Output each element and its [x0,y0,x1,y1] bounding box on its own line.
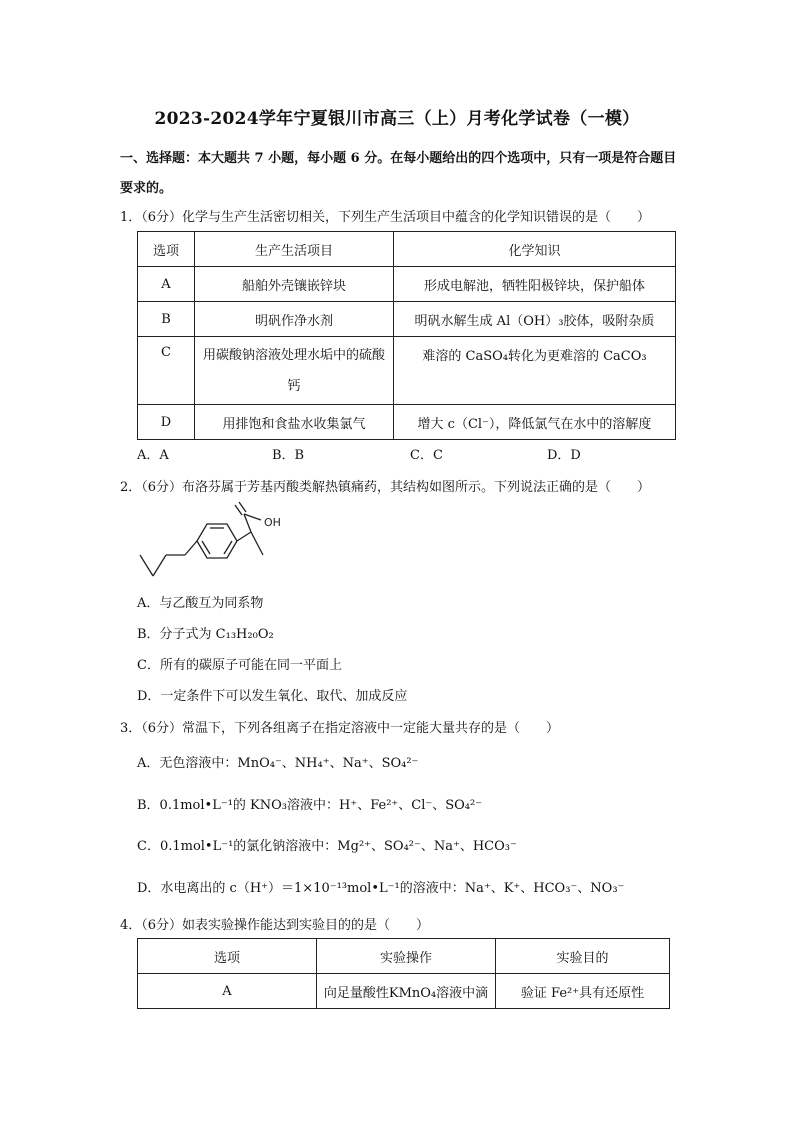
table-header-row [138,939,670,974]
table-cell: A [138,267,195,302]
table-row [138,405,676,440]
table-row [138,974,670,1009]
ibuprofen-structure-diagram [135,500,295,588]
question-3-option-c[interactable]: C．0.1mol•L⁻¹的氯化钠溶液中：Mg²⁺、SO₄²⁻、Na⁺、HCO₃⁻ [137,839,517,854]
table-cell: 用排饱和食盐水收集氯气 [195,405,394,440]
question-1-table [137,231,676,440]
section-instructions: 一、选择题：本大题共 7 小题，每小题 6 分。在每小题给出的四个选项中，只有一项是符合题目要求的。 [120,151,677,196]
question-2-option-a[interactable]: A．与乙酸互为同系物 [137,596,264,611]
question-3-option-d[interactable]: D．水电离出的 c（H⁺）＝1×10⁻¹³mol•L⁻¹的溶液中：Na⁺、K⁺、HCO₃⁻、NO₃⁻ [137,881,625,896]
table-header-cell: 生产生活项目 [195,232,394,267]
question-1-stem: 1．（6分）化学与生产生活密切相关，下列生产生活项目中蕴含的化学知识错误的是（ ） [120,210,651,225]
question-3-stem: 3．（6分）常温下，下列各组离子在指定溶液中一定能大量共存的是（ ） [120,721,560,736]
table-cell: 明矾水解生成 Al（OH）₃胶体，吸附杂质 [394,302,676,337]
question-1-choice-c[interactable]: C．C [410,448,443,463]
table-row [138,267,676,302]
table-cell: B [138,302,195,337]
question-2-option-b[interactable]: B．分子式为 C₁₃H₂₀O₂ [137,627,274,642]
table-cell: 增大 c（Cl⁻），降低氯气在水中的溶解度 [394,405,676,440]
table-cell: 难溶的 CaSO₄转化为更难溶的 CaCO₃ [394,337,676,405]
skeletal-formula [140,502,263,586]
table-cell: 用碳酸钠溶液处理水垢中的硫酸钙 [195,337,394,405]
table-header-cell: 实验操作 [317,939,496,974]
table-header-cell: 选项 [138,232,195,267]
table-row [138,302,676,337]
table-header-cell: 实验目的 [496,939,670,974]
exam-title: 2023-2024学年宁夏银川市高三（上）月考化学试卷（一模） [154,109,640,129]
question-3-option-b[interactable]: B．0.1mol•L⁻¹的 KNO₃溶液中：H⁺、Fe²⁺、Cl⁻、SO₄²⁻ [137,798,483,813]
question-4-table [137,938,670,1009]
table-cell: A [138,974,317,1009]
table-cell: 明矾作净水剂 [195,302,394,337]
question-1-choice-d[interactable]: D．D [547,448,581,463]
table-header-cell: 选项 [138,939,317,974]
table-row [138,337,676,405]
question-1-choice-b[interactable]: B．B [272,448,305,463]
table-header-cell: 化学知识 [394,232,676,267]
question-2-stem: 2．（6分）布洛芬属于芳基丙酸类解热镇痛药，其结构如图所示。下列说法正确的是（ ） [120,480,651,495]
table-cell: 向足量酸性KMnO₄溶液中滴 [317,974,496,1009]
table-cell: 船舶外壳镶嵌锌块 [195,267,394,302]
table-cell: 形成电解池，牺牲阳极锌块，保护船体 [394,267,676,302]
table-header-row [138,232,676,267]
table-cell: C [138,337,195,405]
oh-label: OH [264,516,281,529]
question-2-option-d[interactable]: D．一定条件下可以发生氧化、取代、加成反应 [137,689,408,704]
question-4-stem: 4．（6分）如表实验操作能达到实验目的的是（ ） [120,918,430,933]
table-cell: D [138,405,195,440]
question-2-option-c[interactable]: C．所有的碳原子可能在同一平面上 [137,658,342,673]
question-1-choice-a[interactable]: A．A [137,448,169,463]
table-cell: 验证 Fe²⁺具有还原性 [496,974,670,1009]
question-3-option-a[interactable]: A．无色溶液中：MnO₄⁻、NH₄⁺、Na⁺、SO₄²⁻ [137,756,419,771]
